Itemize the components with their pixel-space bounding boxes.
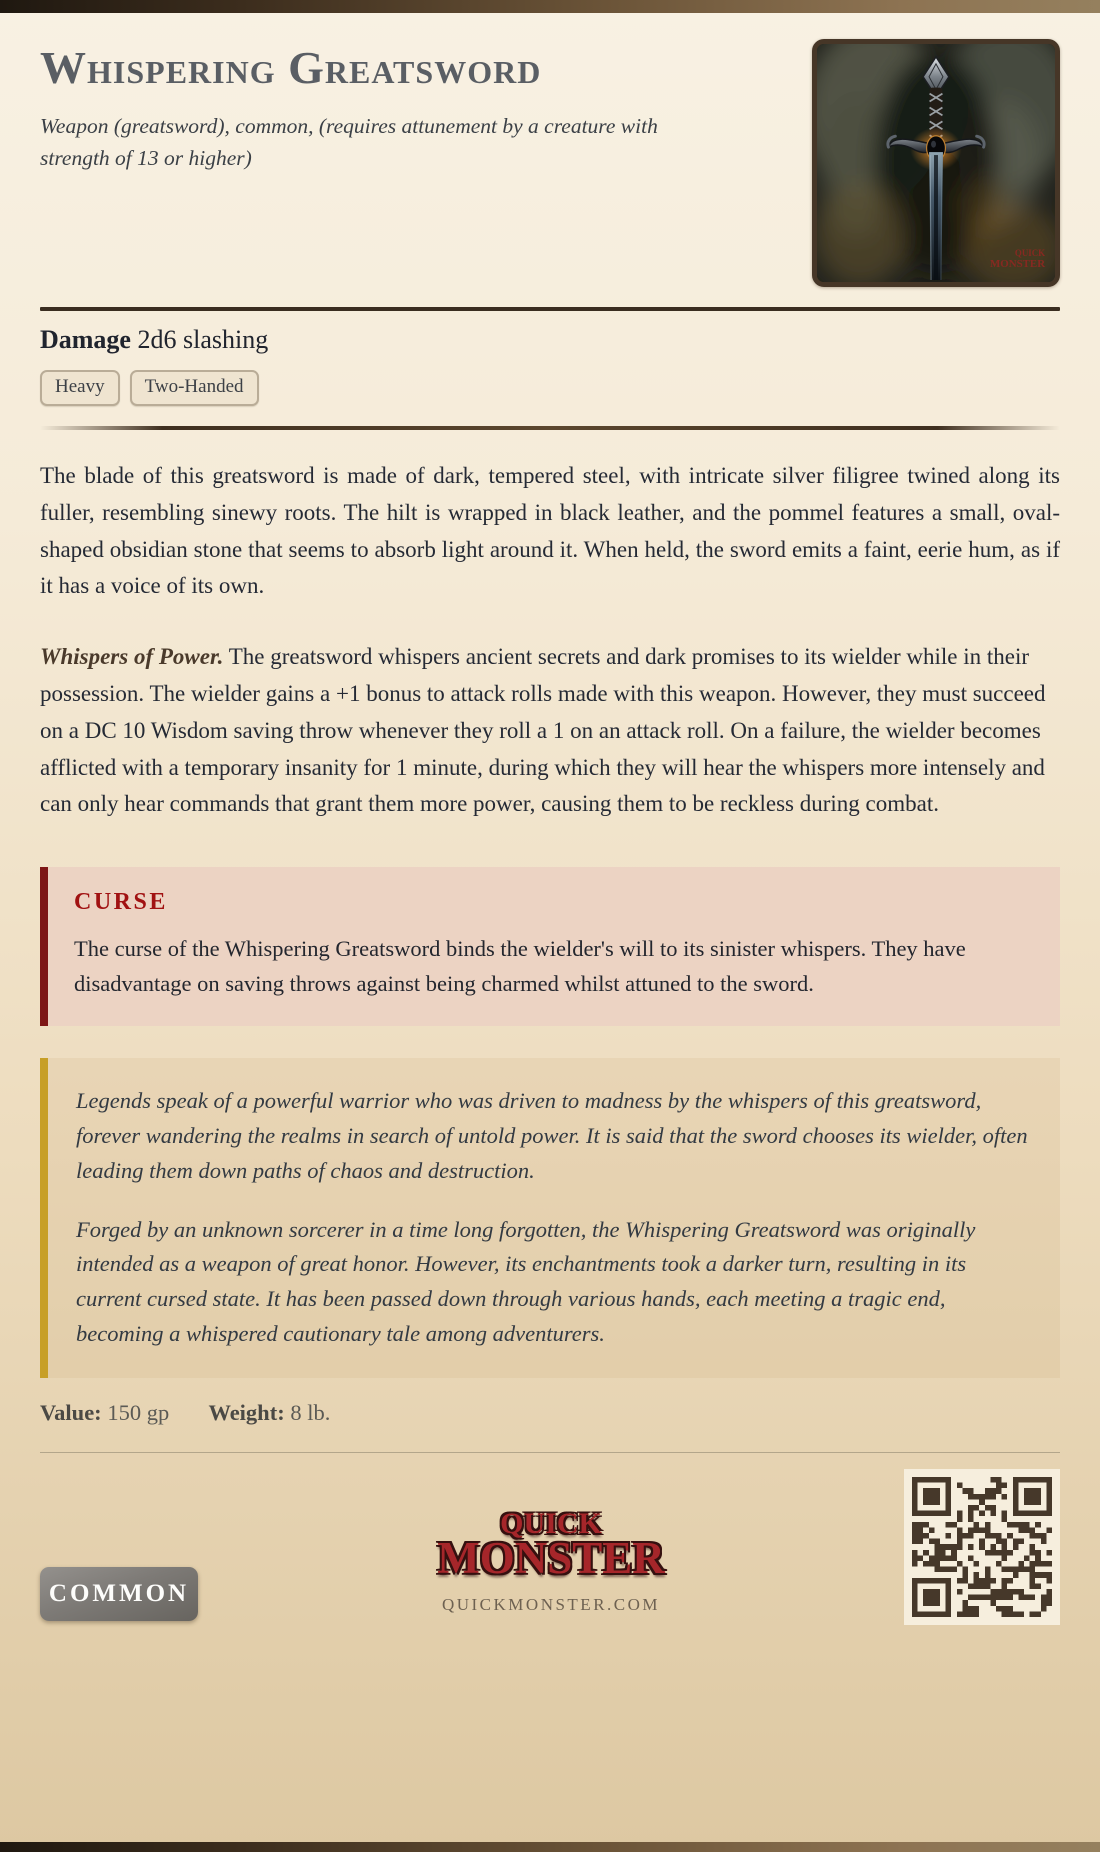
- header: [40, 39, 1060, 287]
- bottom-border-bar: [0, 1842, 1100, 1852]
- damage-value: 2d6 slashing: [137, 325, 269, 354]
- ability-paragraph: [40, 639, 1060, 823]
- divider-fade: [40, 426, 1060, 430]
- curse-box: [40, 867, 1060, 1026]
- card-content: [0, 13, 1100, 1623]
- qr-code: [912, 1477, 1052, 1617]
- lore-paragraph-2: Forged by an unknown sorcerer in a time long forgotten, the Whispering Greatsword was originally intended as a weapon of great honor. However, its enchantments took a darker turn, resulting in its current cursed state. It has been passed down through various hands, each meeting a tragic end, becoming a whispered cautionary tale among adventurers.: [76, 1216, 976, 1347]
- art-watermark-monster: MONSTER: [990, 258, 1046, 271]
- brand-website: QUICKMONSTER.COM: [441, 1595, 661, 1615]
- damage-label: Damage: [40, 325, 131, 354]
- page-title: Whispering Greatsword: [40, 42, 542, 93]
- item-artwork: [812, 39, 1060, 287]
- brand-logo-quick: QUICK: [500, 1507, 602, 1541]
- curse-heading: CURSE: [74, 889, 168, 916]
- tag-two-handed: Two-Handed: [130, 370, 259, 406]
- lore-box: [40, 1058, 1060, 1378]
- value-amount: 150 gp: [107, 1400, 170, 1426]
- value-weight-line: [40, 1400, 1060, 1426]
- property-tags: [40, 370, 1060, 406]
- top-border-bar: [0, 0, 1100, 13]
- divider-thin: [40, 1452, 1060, 1453]
- rarity-badge: COMMON: [40, 1567, 198, 1621]
- greatsword-illustration: [817, 44, 1055, 282]
- ability-name: Whispers of Power.: [40, 644, 224, 670]
- weight-amount: 8 lb.: [290, 1400, 331, 1426]
- title-block: [40, 39, 812, 287]
- item-description: The blade of this greatsword is made of dark, tempered steel, with intricate silver filigree twined along its fuller, resembling sinewy roots. The hilt is wrapped in black leather, and the pommel features a small, oval-shaped obsidian stone that seems to absorb light around it. When held, the sword emits a faint, eerie hum, as if it has a voice of its own.: [40, 463, 1060, 599]
- art-watermark-quick: QUICK: [1014, 248, 1046, 259]
- damage-line: [40, 325, 1060, 355]
- value-label: Value:: [40, 1400, 102, 1426]
- brand-logo-monster: MONSTER: [437, 1532, 665, 1583]
- brand-block: [198, 1507, 904, 1623]
- item-type-subtitle: Weapon (greatsword), common, (requires attunement by a creature with strength of 13 or higher): [40, 113, 658, 170]
- lore-paragraph-1: Legends speak of a powerful warrior who was driven to madness by the whispers of this greatsword, forever wandering the realms in search of untold power. It is said that the sword chooses its wielder, often leading them down paths of chaos and destruction.: [76, 1087, 1028, 1183]
- divider-solid: [40, 307, 1060, 311]
- ability-text: The greatsword whispers ancient secrets and dark promises to its wielder while in their possession. The wielder gains a +1 bonus to attack rolls made with this weapon. However, they must succeed on a DC 10 Wisdom saving throw whenever they roll a 1 on an attack roll. On a failure, the wielder becomes afflicted with a temporary insanity for 1 minute, during which they will hear the whispers more intensely and can only hear commands that grant them more power, causing them to be reckless during combat.: [40, 644, 1046, 817]
- weight-label: Weight:: [208, 1400, 285, 1426]
- curse-text: The curse of the Whispering Greatsword binds the wielder's will to its sinister whispers. They have disadvantage on saving throws against being charmed whilst attuned to the sword.: [74, 936, 966, 997]
- qr-code-frame: [904, 1469, 1060, 1625]
- tag-heavy: Heavy: [40, 370, 120, 406]
- footer: [40, 1471, 1060, 1623]
